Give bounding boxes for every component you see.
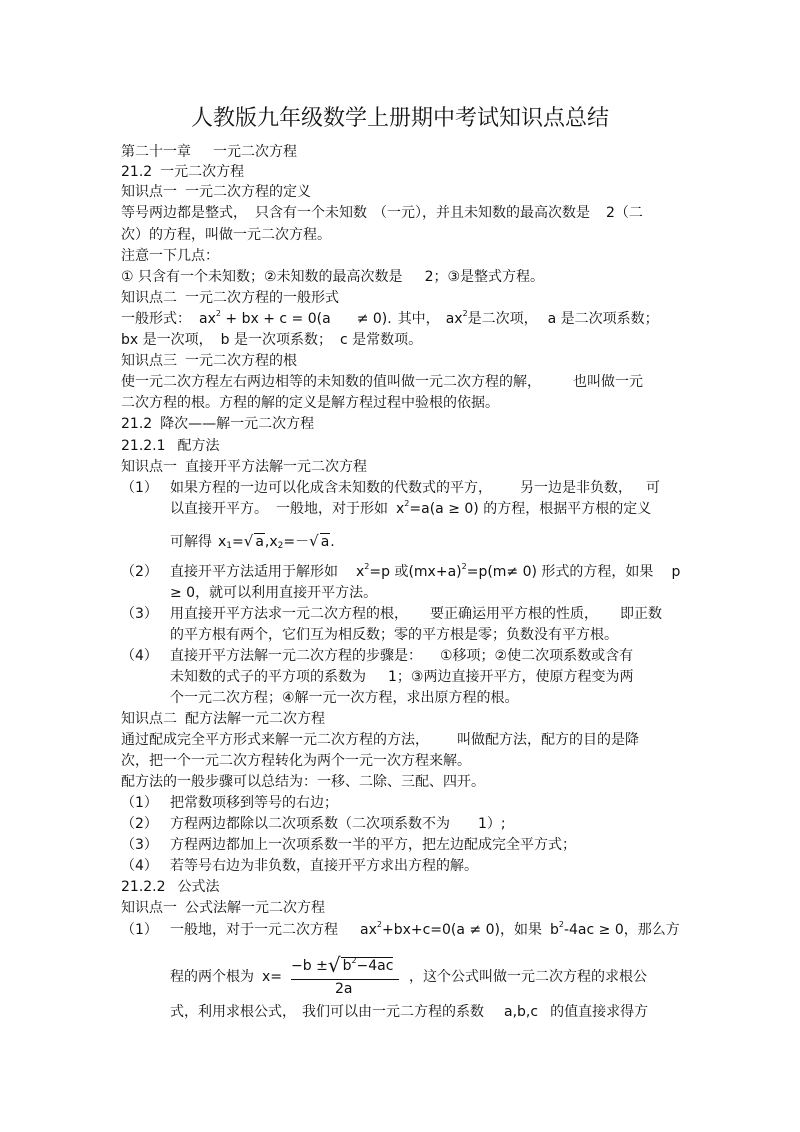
list-number: （2） — [121, 564, 158, 580]
radical-sign: √ — [243, 532, 254, 550]
list-number: （3） — [121, 837, 158, 853]
knowledge-point-heading: 知识点二 一元二次方程的一般形式 — [121, 290, 339, 306]
list-item-line: 直接开平方法适用于解形如 $x^2=p$ 或$(mx+a)^2=p(m\ne 0)$ 形式的方程，如果 p — [170, 562, 681, 580]
list-item-line: ≥ 0，就可以利用直接开平方法。 — [170, 585, 378, 601]
list-item-line: 以直接开平方。 一般地，对于形如 $x^2=a(a \ge 0)$ 的方程，根据平方根的定义 — [170, 499, 652, 517]
list-item-line: 方程两边都加上一次项系数一半的平方，把左边配成完全平方式； — [170, 837, 576, 853]
list-number: （1） — [121, 795, 158, 811]
paragraph-line: 次，把一个一元二次方程转化为两个一元一次方程来解。 — [121, 753, 471, 769]
list-item-line: 把常数项移到等号的右边； — [170, 795, 338, 811]
general-form-line: 一般形式： $ax^2$ + bx + c = 0(a ≠ 0). 其中， $ax^2$是二次项， a 是二次项系数； — [121, 309, 659, 327]
list-item-line: 未知数的式子的平方项的系数为 1；③两边直接开平方，使原方程变为两 — [170, 669, 634, 685]
subsection-heading-21-2-1: 21.2.1 配方法 — [121, 438, 220, 454]
chapter-heading: 第二十一章 一元二次方程 — [121, 144, 297, 160]
list-number: （3） — [121, 606, 158, 622]
radical-sign: √ — [327, 953, 341, 977]
knowledge-point-heading: 知识点一 直接开平方法解一元二次方程 — [121, 459, 367, 475]
knowledge-point-heading: 知识点一 一元二次方程的定义 — [121, 184, 311, 200]
list-item-line: 用直接开平方法求一元二次方程的根， 要正确运用平方根的性质， 即正数 — [170, 606, 662, 622]
paragraph-line: 配方法的一般步骤可以总结为：一移、二除、三配、四开。 — [121, 774, 485, 790]
paragraph-line: 使一元二次方程左右两边相等的未知数的值叫做一元二次方程的解， 也叫做一元 — [121, 374, 643, 390]
list-number: （4） — [121, 858, 158, 874]
knowledge-point-heading: 知识点一 公式法解一元二次方程 — [121, 900, 325, 916]
paragraph-line: ① 只含有一个未知数；②未知数的最高次数是 2；③是整式方程。 — [121, 269, 545, 285]
knowledge-point-heading: 知识点三 一元二次方程的根 — [121, 353, 297, 369]
paragraph-line: bx 是一次项， b 是一次项系数； c 是常数项。 — [121, 332, 423, 348]
list-item-line: 个一元二次方程；④解一元一次方程，求出原方程的根。 — [170, 690, 519, 706]
page-title: 人教版九年级数学上册期中考试知识点总结 — [190, 106, 609, 131]
list-item-line: 直接开平方法解一元二次方程的步骤是： ①移项；②使二次项系数或含有 — [170, 648, 634, 664]
note-heading: 注意一下几点： — [121, 248, 219, 264]
list-item-line: 如果方程的一边可以化成含未知数的代数式的平方， 另一边是非负数， 可 — [170, 480, 660, 496]
root-formula-line: 可解得 $x_1=√$ $a,x_2=-√$ a. — [170, 532, 335, 551]
fraction-bar — [291, 979, 399, 980]
paragraph-line: 通过配成完全平方形式来解一元二次方程的方法， 叫做配方法，配方的目的是降 — [121, 732, 639, 748]
formula-denominator: 2a — [335, 981, 353, 997]
formula-numerator: −b ±√ $b^2-4ac$ — [291, 953, 394, 977]
paragraph-line: 二次方程的根。方程的解的定义是解方程过程中验根的依据。 — [121, 395, 499, 411]
list-item-line: ，这个公式叫做一元二次方程的求根公 — [409, 969, 647, 985]
paragraph-line: 次）的方程，叫做一元二次方程。 — [121, 227, 331, 243]
list-number: （4） — [121, 648, 158, 664]
section-heading-21-2: 21.2 降次——解一元二次方程 — [121, 416, 315, 432]
list-item-line: 式，利用求根公式， 我们可以由一元二方程的系数 a,b,c 的值直接求得方 — [170, 1004, 649, 1020]
list-item-line: 的平方根有两个，它们互为相反数；零的平方根是零；负数没有平方根。 — [170, 627, 618, 643]
knowledge-point-heading: 知识点二 配方法解一元二次方程 — [121, 711, 325, 727]
list-number: （2） — [121, 816, 158, 832]
list-number: （1） — [121, 480, 158, 496]
radical-sign: √ — [309, 532, 319, 550]
section-heading-21-2: 21.2 一元二次方程 — [121, 164, 245, 180]
list-item-line: 若等号右边为非负数，直接开平方求出方程的解。 — [170, 858, 478, 874]
list-number: （1） — [121, 922, 158, 938]
list-item-line: 方程两边都除以二次项系数（二次项系数不为 1）; — [170, 816, 506, 832]
list-item-line: 一般地，对于一元二次方程 $ax^2+bx+c=0(a \ne 0)$，如果 $b^2-4ac \ge 0$，那么方 — [170, 920, 680, 938]
subsection-heading-21-2-2: 21.2.2 公式法 — [121, 879, 220, 895]
paragraph-line: 等号两边都是整式， 只含有一个未知数 （一元），并且未知数的最高次数是 2（二 — [121, 205, 643, 221]
list-item-line: 程的两个根为 x= — [170, 969, 283, 985]
